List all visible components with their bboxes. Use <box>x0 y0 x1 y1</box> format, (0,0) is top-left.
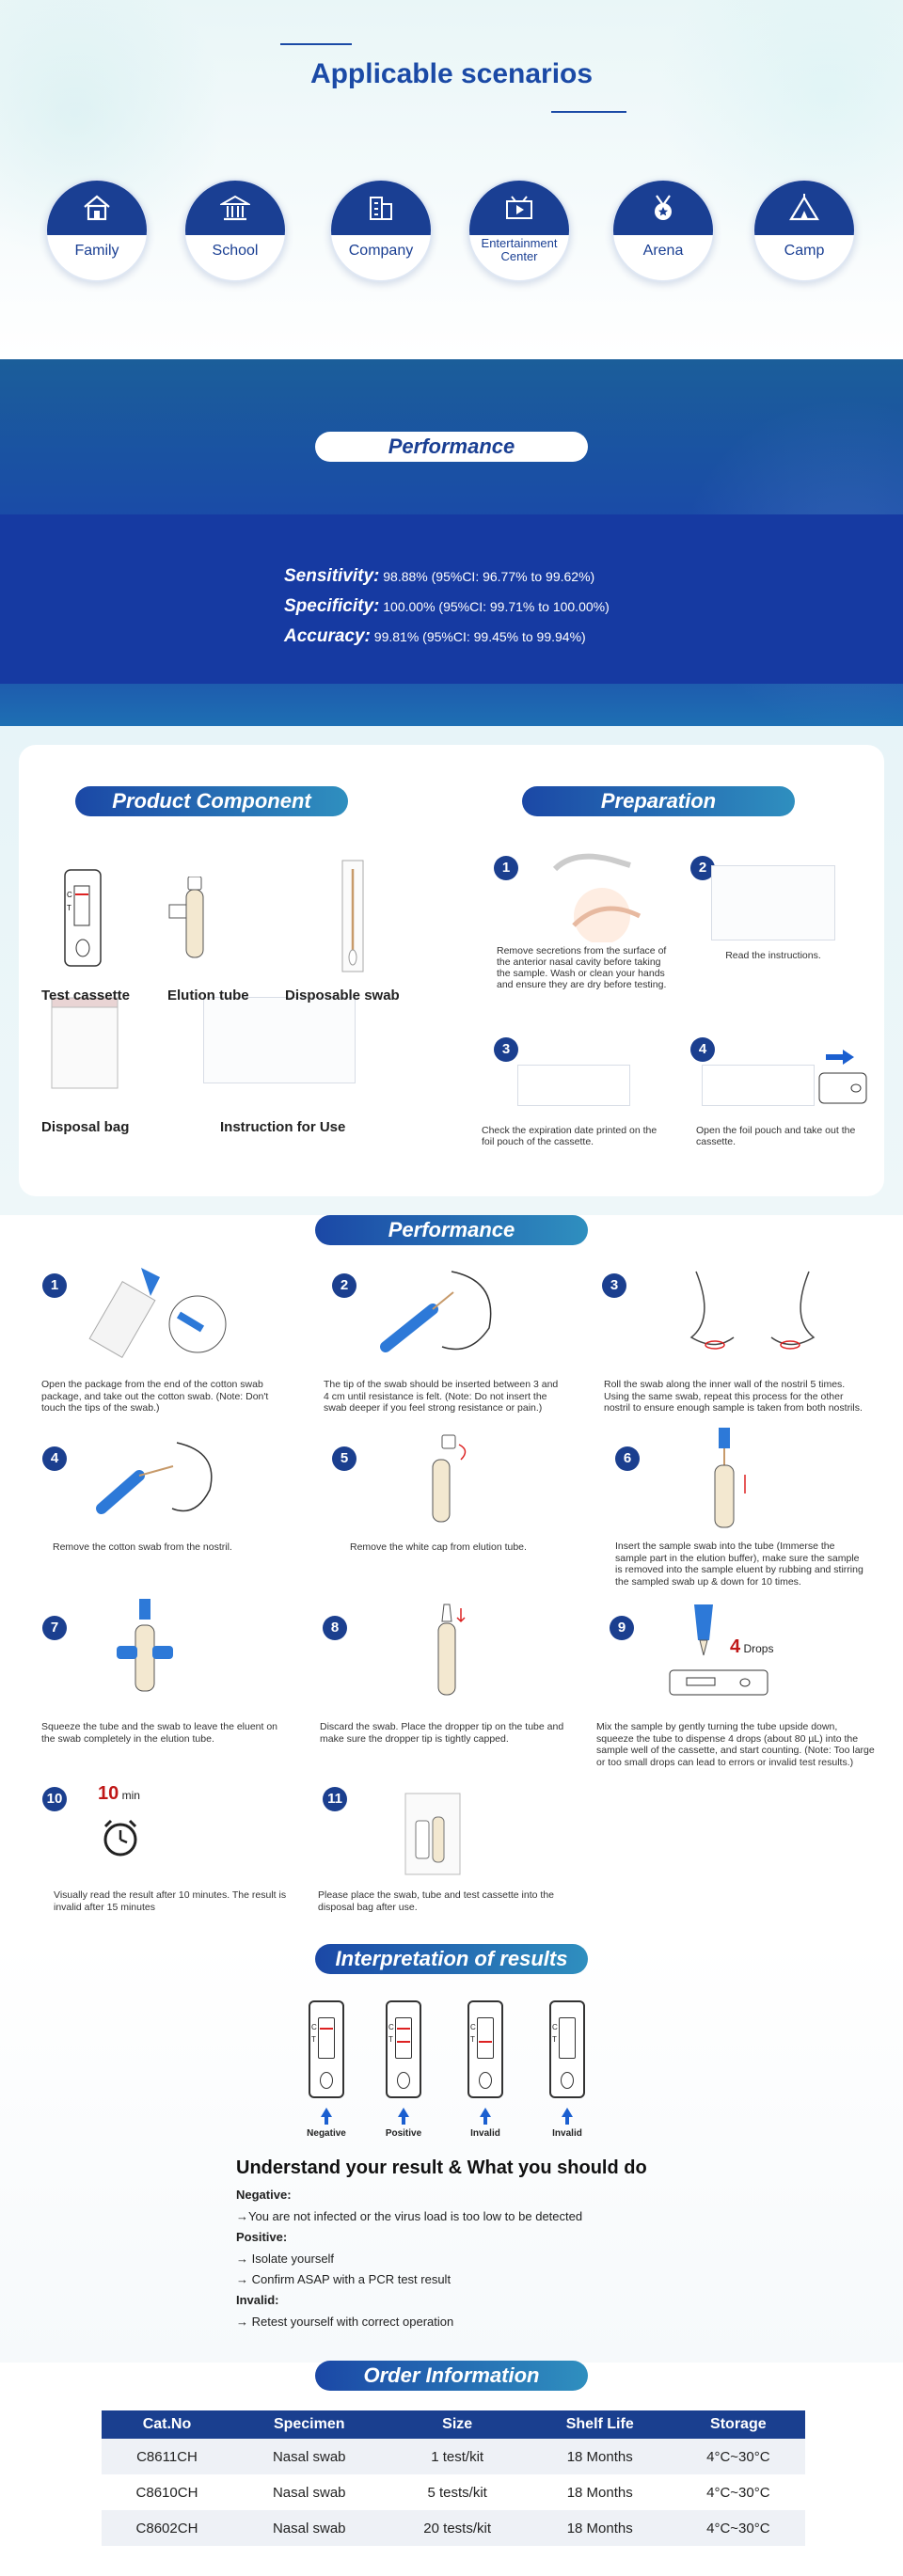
svg-text:T: T <box>67 904 71 912</box>
result-cassette <box>549 2000 585 2098</box>
sample-well <box>479 2072 492 2089</box>
disposal-bag-illustration <box>51 997 119 1089</box>
performance-summary-section <box>0 359 903 726</box>
components-preparation-section <box>0 726 903 1215</box>
sample-well <box>320 2072 333 2089</box>
header-storage: Storage <box>672 2410 805 2439</box>
drops-indicator <box>730 1636 773 1658</box>
performance-metrics <box>284 566 610 656</box>
result-label: Negative <box>307 2128 346 2139</box>
test-line <box>479 2041 492 2043</box>
dropper-cap-illustration <box>423 1603 470 1700</box>
component-label: Instruction for Use <box>220 1119 346 1135</box>
procedure-step-number: 7 <box>42 1616 67 1640</box>
cell-shelf-life: 18 Months <box>566 2484 633 2501</box>
specificity-row <box>284 596 610 617</box>
instruction-leaflet-illustration <box>203 997 356 1083</box>
result-label: Invalid <box>552 2128 582 2139</box>
control-line <box>320 2028 333 2030</box>
roll-swab-nostril-illustration <box>677 1262 828 1366</box>
interpretation-title: Interpretation of results <box>315 1944 588 1974</box>
understand-heading: Understand your result & What you should do <box>236 2157 647 2178</box>
cinema-icon <box>504 194 534 222</box>
open-swab-package-illustration <box>75 1258 235 1362</box>
procedure-step-number: 6 <box>615 1446 640 1471</box>
header-shelf-life: Shelf Life <box>529 2410 672 2439</box>
accuracy-row <box>284 626 610 647</box>
drops-unit: Drops <box>743 1642 774 1655</box>
remove-cap-illustration <box>414 1431 480 1525</box>
disposable-swab-illustration <box>341 860 364 972</box>
scenario-company <box>329 179 433 282</box>
scenario-label: Entertainment Center <box>481 236 558 264</box>
scenario-label: Family <box>74 243 119 259</box>
c-marking: C <box>470 2023 476 2031</box>
scenario-family <box>45 179 149 282</box>
procedure-step-number: 5 <box>332 1446 356 1471</box>
up-arrow-stem <box>483 2117 487 2125</box>
result-cassette <box>386 2000 421 2098</box>
table-row <box>102 2439 805 2474</box>
component-label: Disposable swab <box>285 988 400 1004</box>
prep-step-text: Read the instructions. <box>725 950 821 961</box>
hand-washing-illustration <box>517 850 668 942</box>
cell-specimen: Nasal swab <box>232 2510 387 2546</box>
cell-cat-no: C8610CH <box>135 2484 198 2501</box>
procedure-step-number: 8 <box>323 1616 347 1640</box>
disposal-bag-items-illustration <box>404 1793 461 1875</box>
ct-markings <box>470 2021 476 2046</box>
procedure-step-text: Remove the cotton swab from the nostril. <box>53 1541 232 1553</box>
up-arrow-stem <box>325 2117 328 2125</box>
order-header-row <box>102 2410 805 2439</box>
scenario-camp <box>752 179 856 282</box>
open-pouch-illustration <box>702 1065 815 1106</box>
header-specimen: Specimen <box>232 2410 387 2439</box>
accuracy-value: 99.81% (95%CI: 99.45% to 99.94%) <box>373 629 586 644</box>
timer-indicator <box>98 1783 140 1805</box>
cell-size: 5 tests/kit <box>427 2484 487 2501</box>
up-arrow-stem <box>565 2117 569 2125</box>
cell-size: 20 tests/kit <box>387 2510 529 2546</box>
result-cassette <box>309 2000 344 2098</box>
positive-label: Positive: <box>236 2230 288 2244</box>
t-marking: T <box>311 2035 316 2044</box>
cell-storage: 4°C~30°C <box>706 2484 770 2501</box>
header-cat-no: Cat.No <box>102 2410 232 2439</box>
procedure-section <box>0 1215 903 1939</box>
test-cassette-illustration <box>64 869 102 967</box>
sensitivity-value: 98.88% (95%CI: 96.77% to 99.62%) <box>383 569 595 584</box>
up-arrow-stem <box>402 2117 405 2125</box>
procedure-step-text: Visually read the result after 10 minutes. The result is invalid after 15 minutes <box>54 1889 287 1913</box>
component-label: Elution tube <box>167 988 249 1004</box>
procedure-step-text: Insert the sample swab into the tube (Immerse the sample part in the elution buffer), make sure the sample is removed into the sample eluent by rubbing and stirring the sampled swab up & down for 10 times. <box>615 1541 863 1588</box>
procedure-step-number: 10 <box>42 1787 67 1811</box>
insert-swab-illustration <box>367 1262 508 1366</box>
procedure-step-number: 2 <box>332 1273 356 1298</box>
component-label: Disposal bag <box>41 1119 130 1135</box>
elution-tube-illustration <box>167 877 224 961</box>
scenario-arena <box>611 179 715 282</box>
ct-markings <box>311 2021 317 2046</box>
timer-value: 10 <box>98 1783 119 1804</box>
order-title: Order Information <box>315 2361 588 2391</box>
timer-unit: min <box>121 1789 140 1802</box>
components-card <box>19 745 884 1196</box>
result-window <box>395 2017 412 2059</box>
header-size: Size <box>387 2410 529 2439</box>
cell-shelf-life: 18 Months <box>529 2439 672 2474</box>
result-label: Positive <box>385 2128 422 2139</box>
prep-step-number: 4 <box>690 1037 715 1062</box>
drops-value: 4 <box>730 1636 741 1657</box>
title-rule-bottom <box>551 111 626 113</box>
sensitivity-row <box>284 566 610 587</box>
performance-title: Performance <box>315 432 588 462</box>
procedure-step-text: Please place the swab, tube and test cassette into the disposal bag after use. <box>318 1889 554 1913</box>
prep-step-text: Remove secretions from the surface of the anterior nasal cavity before taking the sample. Wash or clean your hands and ensure they are dry before testing. <box>497 945 667 990</box>
cell-shelf-life: 18 Months <box>529 2510 672 2546</box>
up-arrow-icon <box>321 2108 332 2117</box>
positive-text-1: → Isolate yourself <box>236 2252 335 2266</box>
specificity-label: Specificity: <box>284 596 380 616</box>
t-marking: T <box>388 2035 393 2044</box>
test-line <box>397 2041 410 2043</box>
prep-step-number: 3 <box>494 1037 518 1062</box>
procedure-step-number: 1 <box>42 1273 67 1298</box>
interpretation-section <box>0 1939 903 2363</box>
cell-storage: 4°C~30°C <box>672 2510 805 2546</box>
procedure-step-number: 3 <box>602 1273 626 1298</box>
procedure-step-text: The tip of the swab should be inserted between 3 and 4 cm until resistance is felt. (Note: Do not insert the swab deeper if you feel strong resistance or pain.) <box>324 1379 559 1414</box>
procedure-title: Performance <box>315 1215 588 1245</box>
procedure-step-number: 4 <box>42 1446 67 1471</box>
tent-icon <box>789 194 819 222</box>
accuracy-label: Accuracy: <box>284 626 371 646</box>
pull-arrow-icon <box>826 1050 854 1065</box>
scenario-label: Arena <box>642 243 684 259</box>
positive-text-2: → Confirm ASAP with a PCR test result <box>236 2272 452 2286</box>
c-marking: C <box>552 2023 558 2031</box>
squeeze-tube-illustration <box>103 1599 188 1702</box>
invalid-label: Invalid: <box>236 2293 279 2307</box>
scenarios-title: Applicable scenarios <box>309 58 594 89</box>
procedure-step-text: Discard the swab. Place the dropper tip on the tube and make sure the dropper tip is tightly capped. <box>320 1721 564 1745</box>
cell-size: 1 test/kit <box>387 2439 529 2474</box>
result-label: Invalid <box>470 2128 500 2139</box>
prep-step-number: 1 <box>494 856 518 880</box>
up-arrow-icon <box>480 2108 491 2117</box>
preparation-title: Preparation <box>522 786 795 816</box>
school-building-icon <box>220 194 250 222</box>
procedure-step-text: Mix the sample by gently turning the tube upside down, squeeze the tube to dispense 4 drops (about 80 µL) into the sample well of the cassette, and start counting. (Note: Too large or too small drops can lead to errors or invalid test results.) <box>596 1721 875 1768</box>
svg-text:C: C <box>67 891 72 899</box>
specificity-value: 100.00% (95%CI: 99.71% to 100.00%) <box>383 599 610 614</box>
remove-swab-illustration <box>83 1433 224 1527</box>
table-row <box>102 2510 805 2546</box>
instruction-sheet-illustration <box>711 865 835 940</box>
t-marking: T <box>470 2035 475 2044</box>
cell-specimen: Nasal swab <box>272 2484 346 2501</box>
negative-label: Negative: <box>236 2188 292 2202</box>
ct-markings <box>388 2021 394 2046</box>
sample-well <box>397 2072 410 2089</box>
medal-icon <box>648 194 678 222</box>
scenario-label: Camp <box>784 243 825 259</box>
foil-pouch-illustration <box>517 1065 630 1106</box>
insert-swab-tube-illustration <box>696 1428 762 1531</box>
procedure-step-number: 11 <box>323 1787 347 1811</box>
c-marking: C <box>388 2023 394 2031</box>
scenario-school <box>183 179 287 282</box>
result-window <box>477 2017 494 2059</box>
sensitivity-label: Sensitivity: <box>284 566 380 586</box>
prep-step-text: Open the foil pouch and take out the cassette. <box>696 1125 856 1147</box>
result-window <box>318 2017 335 2059</box>
house-icon <box>82 194 112 222</box>
t-marking: T <box>552 2035 557 2044</box>
procedure-step-text: Roll the swab along the inner wall of the nostril 5 times. Using the same swab, repeat this process for the other nostril to ensure enough sample is taken from both nostrils. <box>604 1379 863 1414</box>
office-building-icon <box>366 194 396 222</box>
cell-storage: 4°C~30°C <box>672 2439 805 2474</box>
scenario-label: School <box>212 243 259 259</box>
product-component-title: Product Component <box>75 786 348 816</box>
c-marking: C <box>311 2023 317 2031</box>
cell-cat-no: C8611CH <box>102 2439 232 2474</box>
cell-specimen: Nasal swab <box>232 2439 387 2474</box>
procedure-step-text: Remove the white cap from elution tube. <box>350 1541 527 1553</box>
negative-text: →You are not infected or the virus load is too low to be detected <box>236 2209 583 2223</box>
procedure-step-text: Open the package from the end of the cotton swab package, and take out the cotton swab. (Note: Don't touch the tips of the swab.) <box>41 1379 269 1414</box>
result-cassette <box>467 2000 503 2098</box>
ct-markings <box>552 2021 558 2046</box>
scenario-label: Company <box>348 243 414 259</box>
prep-step-text: Check the expiration date printed on the foil pouch of the cassette. <box>482 1125 657 1147</box>
invalid-text: → Retest yourself with correct operation <box>236 2315 454 2329</box>
prep-step-number: 2 <box>690 856 715 880</box>
table-row <box>102 2474 805 2510</box>
order-table <box>102 2410 805 2546</box>
sample-well <box>561 2072 574 2089</box>
result-window <box>559 2017 576 2059</box>
title-rule-top <box>280 43 352 45</box>
procedure-step-number: 9 <box>610 1616 634 1640</box>
component-label: Test cassette <box>41 988 130 1004</box>
scenario-entertainment-center <box>467 179 571 282</box>
cassette-side-illustration <box>818 1072 867 1104</box>
control-line <box>397 2028 410 2030</box>
up-arrow-icon <box>562 2108 573 2117</box>
up-arrow-icon <box>398 2108 409 2117</box>
applicable-scenarios-section <box>0 0 903 359</box>
procedure-step-text: Squeeze the tube and the swab to leave the eluent on the swab completely in the elution tube. <box>41 1721 278 1745</box>
alarm-clock-icon <box>100 1817 141 1858</box>
cell-cat-no: C8602CH <box>102 2510 232 2546</box>
